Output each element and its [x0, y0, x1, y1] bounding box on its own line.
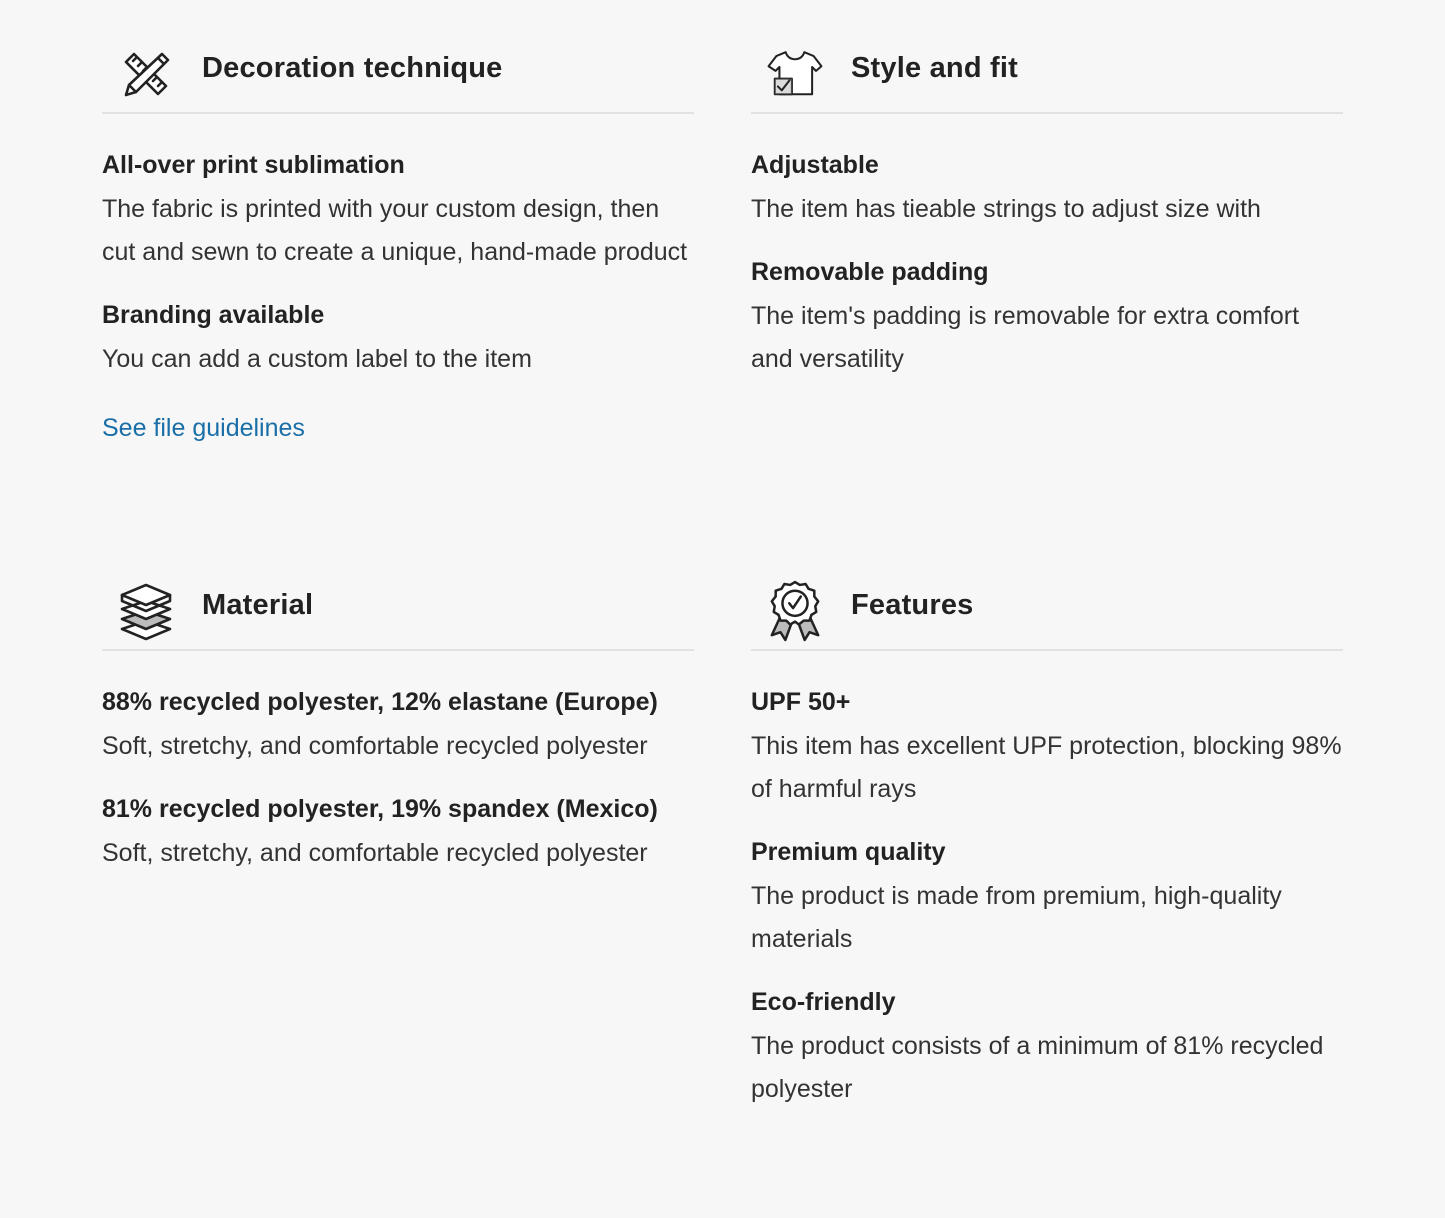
section-decoration-technique	[102, 40, 694, 450]
item-title: Eco-friendly	[751, 988, 896, 1016]
item-title: Branding available	[102, 301, 325, 329]
see-file-guidelines-link[interactable]: See file guidelines	[102, 414, 305, 442]
award-ribbon-icon	[767, 579, 823, 643]
item-title: All-over print sublimation	[102, 151, 405, 179]
section-body	[751, 651, 1343, 1111]
layers-icon	[118, 579, 174, 643]
item-title: Adjustable	[751, 151, 879, 179]
item-title: 88% recycled polyester, 12% elastane (Europe)	[102, 688, 658, 716]
list-item	[102, 294, 694, 381]
item-description: Soft, stretchy, and comfortable recycled polyester	[102, 839, 648, 867]
section-header	[102, 577, 694, 651]
list-item	[102, 681, 694, 768]
section-header	[751, 40, 1343, 114]
item-title: Premium quality	[751, 838, 946, 866]
tshirt-check-icon	[767, 42, 823, 106]
list-item	[751, 681, 1343, 811]
item-description: You can add a custom label to the item	[102, 345, 532, 373]
item-description: The item's padding is removable for extra comfort and versatility	[751, 302, 1300, 373]
item-description: This item has excellent UPF protection, blocking 98% of harmful rays	[751, 732, 1342, 803]
item-title: UPF 50+	[751, 688, 851, 716]
section-features	[751, 577, 1343, 1131]
section-header	[751, 577, 1343, 651]
item-description: The item has tieable strings to adjust size with	[751, 195, 1261, 223]
list-item	[751, 831, 1343, 961]
list-item	[751, 981, 1343, 1111]
list-item	[751, 251, 1343, 381]
section-body	[751, 114, 1343, 381]
section-body	[102, 651, 694, 875]
section-title: Material	[202, 588, 314, 621]
item-title: Removable padding	[751, 258, 989, 286]
item-description: Soft, stretchy, and comfortable recycled polyester	[102, 732, 648, 760]
list-item	[751, 144, 1343, 231]
section-body	[102, 114, 694, 450]
section-title: Style and fit	[851, 51, 1018, 84]
section-header	[102, 40, 694, 114]
list-item	[102, 788, 694, 875]
section-title: Features	[851, 588, 974, 621]
item-description: The fabric is printed with your custom design, then cut and sewn to create a unique, hand-made product	[102, 195, 688, 266]
item-description: The product is made from premium, high-quality materials	[751, 882, 1282, 953]
section-title: Decoration technique	[202, 51, 503, 84]
item-description: The product consists of a minimum of 81% recycled polyester	[751, 1032, 1324, 1103]
item-title: 81% recycled polyester, 19% spandex (Mexico)	[102, 795, 658, 823]
section-style-and-fit	[751, 40, 1343, 401]
ruler-pencil-icon	[118, 42, 174, 106]
section-material	[102, 577, 694, 895]
list-item	[102, 144, 694, 274]
